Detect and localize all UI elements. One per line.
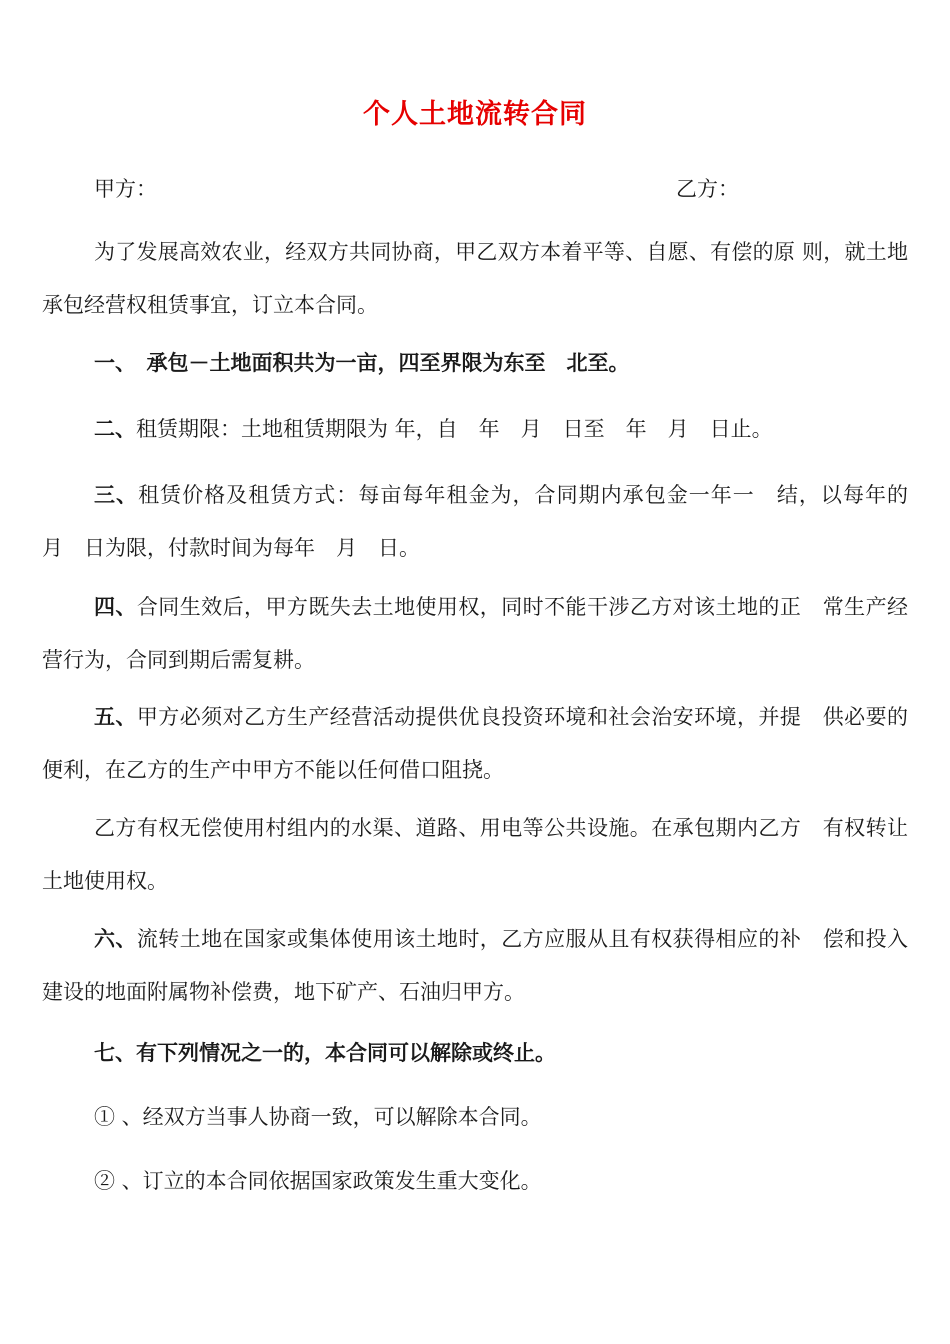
clause-5-number: 五、 — [94, 704, 137, 729]
clause-6-text: 流转土地在国家或集体使用该土地时，乙方应服从且有权获得相应的补 偿和投入建设的地面附属物补偿费，地下矿产、石油归甲方。 — [42, 927, 909, 1004]
clause-4-number: 四、 — [94, 594, 137, 619]
clause-7: 七、有下列情况之一的，本合同可以解除或终止。 — [94, 1040, 556, 1065]
termination-item-2: ② 、订立的本合同依据国家政策发生重大变化。 — [94, 1169, 542, 1193]
clause-1: 一、 承包－土地面积共为一亩，四至界限为东至 北至。 — [94, 350, 630, 375]
party-b-label: 乙方： — [676, 177, 739, 201]
clause-2-number: 二、 — [94, 416, 136, 441]
clause-2 — [42, 402, 908, 456]
clause-3-number: 三、 — [94, 482, 139, 507]
termination-item-1: ① 、经双方当事人协商一致，可以解除本合同。 — [94, 1105, 542, 1129]
clause-5-text: 甲方必须对乙方生产经营活动提供优良投资环境和社会治安环境，并提 供必要的便利，在乙方的生产中甲方不能以任何借口阻挠。 — [42, 705, 909, 782]
clause-3-text: 租赁价格及租赁方式：每亩每年租金为，合同期内承包金一年一 结，以每年的 月 日为限，付款时间为每年 月 日。 — [42, 483, 930, 560]
clause-5-extra: 乙方有权无偿使用村组内的水渠、道路、用电等公共设施。在承包期内乙方 有权转让土地使用权。 — [42, 816, 908, 893]
clause-6-number: 六、 — [94, 926, 137, 951]
party-a-label: 甲方： — [94, 177, 157, 201]
clause-4 — [42, 580, 908, 687]
clause-5 — [42, 690, 908, 797]
clause-6 — [42, 912, 908, 1019]
clause-3 — [42, 468, 930, 575]
page-title: 个人土地流转合同 — [363, 99, 587, 130]
clause-4-text: 合同生效后，甲方既失去土地使用权，同时不能干涉乙方对该土地的正 常生产经营行为，合同到期后需复耕。 — [42, 595, 909, 672]
intro-paragraph: 为了发展高效农业，经双方共同协商，甲乙双方本着平等、自愿、有偿的原 则，就土地承包经营权租赁事宜，订立本合同。 — [42, 240, 908, 317]
clause-2-text: 租赁期限：土地租赁期限为 年，自 年 月 日至 年 月 日止。 — [136, 417, 773, 441]
